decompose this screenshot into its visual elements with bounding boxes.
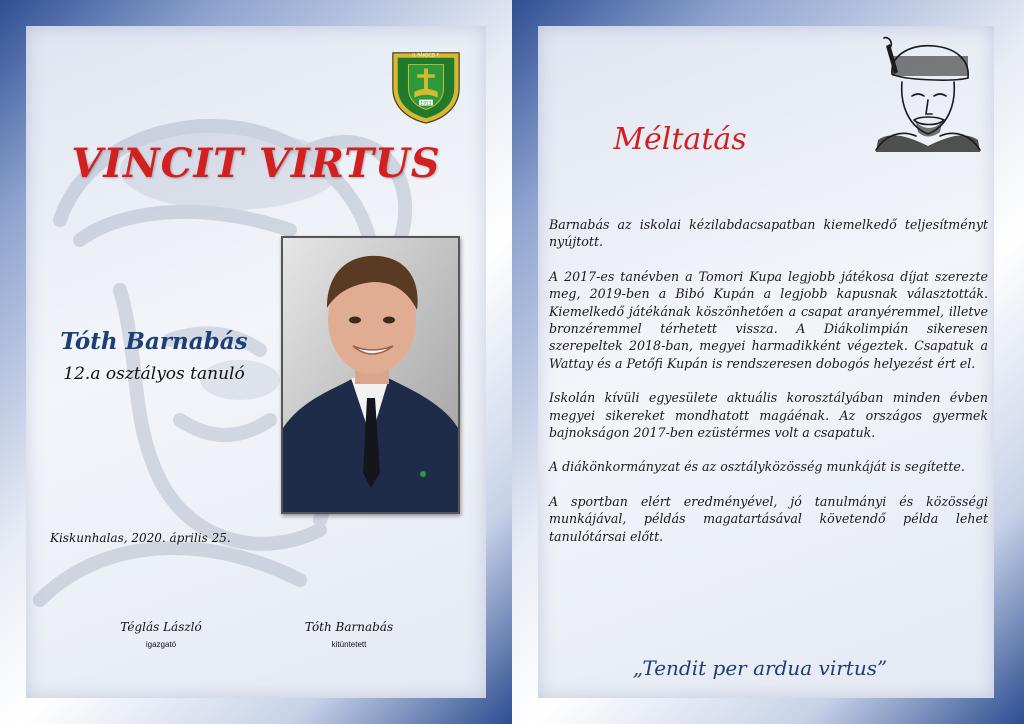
signature-awardee bbox=[279, 620, 419, 649]
tribute-paragraph: A diákönkormányzat és az osztályközösség munkáját is segítette. bbox=[549, 459, 965, 475]
signature-principal bbox=[91, 620, 231, 649]
rakoczi-portrait-sketch bbox=[872, 34, 984, 152]
tribute-paragraph: Iskolán kívüli egyesülete aktuális korosztályában minden évben megyei sikereket mondhatott magáénak. Az országos gyermek bajnokságon 2017-ben ezüstérmes volt a csapatuk. bbox=[549, 390, 988, 441]
crest-top-text: II. RÁKÓCZI F. bbox=[412, 52, 440, 58]
student-name: Tóth Barnabás bbox=[60, 328, 248, 355]
signature-role: igazgató bbox=[145, 640, 177, 649]
tribute-paragraph: A 2017-es tanévben a Tomori Kupa legjobb játékosa díjat szerezte meg, 2019-ben a Bibó Kupán a legjobb kapusnak választották. Kiemelkedő játékának köszönhetően a csapat aranyéremmel, illetve bronzéremmel térhetett vissza. A Diákolimpián sikeresen szerepeltek 2018-ban, megyei harmadikként végeztek. Csapatuk a Wattay és a Petőfi Kupán is rendszeresen dobogós helyezést ért el. bbox=[549, 268, 988, 371]
student-photo bbox=[281, 236, 460, 514]
school-crest-logo bbox=[387, 47, 465, 125]
tribute-paragraph: Barnabás az iskolai kézilabdacsapatban kiemelkedő teljesítményt nyújtott. bbox=[549, 217, 988, 250]
tribute-text bbox=[549, 216, 988, 562]
crest-year-text: 1913 bbox=[420, 101, 432, 107]
motto: „Tendit per ardua virtus” bbox=[632, 656, 888, 680]
place-date: Kiskunhalas, 2020. április 25. bbox=[50, 531, 231, 545]
tribute-paragraph: A sportban elért eredményével, jó tanulmányi és közösségi munkájával, példás magatartásával követendő példa lehet tanulótársai előtt. bbox=[549, 493, 988, 544]
signature-name: Téglás László bbox=[120, 620, 202, 634]
signature-role: kitüntetett bbox=[331, 640, 367, 649]
student-portrait-image bbox=[283, 238, 458, 512]
student-class: 12.a osztályos tanuló bbox=[63, 364, 245, 384]
section-heading: Méltatás bbox=[613, 122, 747, 157]
signature-name: Tóth Barnabás bbox=[304, 620, 394, 634]
award-title: VINCIT VIRTUS bbox=[71, 140, 441, 187]
